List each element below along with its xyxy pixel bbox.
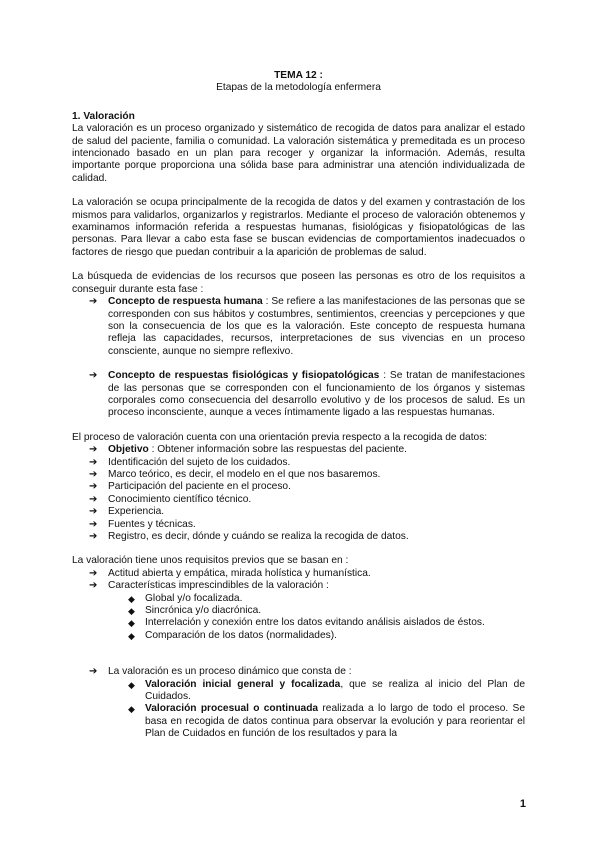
page-number: 1 bbox=[519, 798, 526, 810]
concepts-list bbox=[72, 296, 525, 420]
section-heading: 1. Valoración bbox=[72, 110, 135, 122]
item-bold: Objetivo bbox=[108, 444, 149, 456]
list-item bbox=[72, 605, 525, 617]
arrow-icon: ➔ bbox=[89, 531, 98, 542]
paragraph-1: La valoración es un proceso organizado y sistemático de recogida de datos para analizar el estado de salud del paciente, familia o comunidad. La valoración sistemática y premeditada es un proceso intencionado basado en un plan para recoger y organizar la información. Además, resulta importante porque proporciona una sólida base para administrar una atención individualizada de calidad. bbox=[72, 123, 525, 184]
list-item bbox=[72, 494, 525, 506]
arrow-icon: ➔ bbox=[89, 666, 98, 678]
arrow-icon: ➔ bbox=[89, 456, 98, 468]
spacer bbox=[72, 420, 525, 432]
document-title: TEMA 12 : bbox=[274, 70, 323, 81]
diamond-icon: ◆ bbox=[128, 679, 135, 690]
item-text: Características imprescindibles de la valoración : bbox=[108, 580, 329, 592]
item-text: Fuentes y técnicas. bbox=[108, 518, 196, 530]
item-text: Experiencia. bbox=[108, 506, 165, 518]
item-text: Identificación del sujeto de los cuidados. bbox=[108, 456, 291, 468]
arrow-icon: ➔ bbox=[89, 444, 98, 456]
list-item bbox=[72, 506, 525, 518]
item-text: realizada a lo largo de todo el proceso. Se basa en recogida de datos continua para observar la evolución y para reorientar el Plan de Cuidados en función de los resultados y para la bbox=[145, 703, 526, 740]
list-item bbox=[72, 617, 525, 629]
list-item bbox=[72, 370, 525, 420]
concept-text: : Se refiere a las manifestaciones de las personas que se corresponden con sus hábitos y costumbres, sentimientos, creencias y percepciones y que son la consecuencia de los que es la valoración. Este concepto de respuesta humana refleja las capacidades, recursos, interpretaciones de sus vivencias en un proceso consciente, aunque no siempre reflexivo. bbox=[108, 296, 525, 357]
spacer bbox=[72, 642, 525, 654]
item-bold: Valoración inicial general y focalizada bbox=[145, 678, 341, 690]
arrow-icon: ➔ bbox=[89, 493, 98, 505]
arrow-icon: ➔ bbox=[89, 580, 98, 592]
list-item bbox=[72, 666, 525, 678]
item-text: Sincrónica y/o diacrónica. bbox=[145, 605, 262, 617]
diamond-icon: ◆ bbox=[128, 630, 135, 641]
requisites-list bbox=[72, 568, 525, 593]
item-text: Conocimiento científico técnico. bbox=[108, 493, 252, 505]
list-item bbox=[72, 444, 525, 456]
item-text: Participación del paciente en el proceso. bbox=[108, 481, 291, 493]
item-text: Comparación de los datos (normalidades). bbox=[145, 629, 337, 641]
paragraph-3: La búsqueda de evidencias de los recursos que poseen las personas es otro de los requisitos a conseguir durante esta fase : bbox=[72, 271, 525, 295]
paragraph-4: El proceso de valoración cuenta con una orientación previa respecto a la recogida de datos: bbox=[72, 431, 488, 443]
arrow-icon: ➔ bbox=[89, 296, 98, 308]
diamond-icon: ◆ bbox=[128, 593, 135, 604]
item-text: Marco teórico, es decir, el modelo en el que nos basaremos. bbox=[108, 468, 381, 480]
diamond-icon: ◆ bbox=[128, 618, 135, 629]
concept-text: : Se tratan de manifestaciones de las personas que se corresponden con el funcionamiento de los órganos y sistemas corporales como consecuencia del desarrollo evolutivo y de los procesos de salud. Es un proceso inconsciente, aunque a veces íntimamente ligado a las respuestas humanas. bbox=[108, 370, 525, 419]
concept-label: Concepto de respuestas fisiológicas y fisiopatológicas bbox=[108, 370, 380, 382]
document-page bbox=[72, 70, 525, 741]
list-item bbox=[72, 568, 525, 580]
item-text: Global y/o focalizada. bbox=[145, 592, 243, 604]
diamond-icon: ◆ bbox=[128, 606, 135, 617]
item-text: Actitud abierta y empática, mirada holística y humanística. bbox=[108, 567, 371, 579]
list-item bbox=[72, 457, 525, 469]
arrow-icon: ➔ bbox=[89, 518, 98, 530]
paragraph-5: La valoración tiene unos requisitos previos que se basan en : bbox=[72, 555, 349, 567]
orientation-list bbox=[72, 444, 525, 543]
item-text: , que se realiza al inicio del Plan de Cuidados. bbox=[145, 678, 525, 703]
arrow-icon: ➔ bbox=[89, 567, 98, 579]
list-item bbox=[72, 469, 525, 481]
document-subtitle: Etapas de la metodología enfermera bbox=[216, 82, 381, 94]
list-item bbox=[72, 481, 525, 493]
concept-label: Concepto de respuesta humana bbox=[108, 296, 263, 308]
list-item bbox=[72, 703, 525, 740]
paragraph-2: La valoración se ocupa principalmente de la recogida de datos y del examen y contrastación de los mismos para validarlos, organizarlos y registrarlos. Mediante el proceso de valoración obtenemos y examinamos información referida a respuestas humanas, fisiológicas y fisiopatológicas de las personas. Para llevar a cabo esta fase se buscan evidencias de comportamientos inadecuados o factores de riesgo que puedan contribuir a la aparición de problemas de salud. bbox=[72, 197, 525, 258]
arrow-icon: ➔ bbox=[89, 481, 98, 493]
list-item bbox=[72, 679, 525, 704]
arrow-icon: ➔ bbox=[89, 468, 98, 480]
spacer bbox=[72, 358, 525, 370]
list-item bbox=[72, 296, 525, 358]
list-item bbox=[72, 580, 525, 592]
item-text: La valoración es un proceso dinámico que consta de : bbox=[108, 666, 352, 678]
diamond-icon: ◆ bbox=[128, 704, 135, 715]
item-text: Registro, es decir, dónde y cuándo se realiza la recogida de datos. bbox=[108, 531, 409, 542]
characteristics-list bbox=[72, 593, 525, 643]
spacer bbox=[72, 654, 525, 666]
list-item bbox=[72, 519, 525, 531]
list-item bbox=[72, 593, 525, 605]
arrow-icon: ➔ bbox=[89, 506, 98, 518]
spacer bbox=[72, 543, 525, 555]
item-text: Interrelación y conexión entre los datos evitando análisis aislados de éstos. bbox=[145, 617, 485, 629]
dynamic-list bbox=[72, 666, 525, 740]
list-item bbox=[72, 630, 525, 642]
list-item bbox=[72, 531, 525, 543]
arrow-icon: ➔ bbox=[89, 370, 98, 382]
item-bold: Valoración procesual o continuada bbox=[145, 703, 319, 715]
item-text: : Obtener información sobre las respuestas del paciente. bbox=[148, 444, 407, 456]
